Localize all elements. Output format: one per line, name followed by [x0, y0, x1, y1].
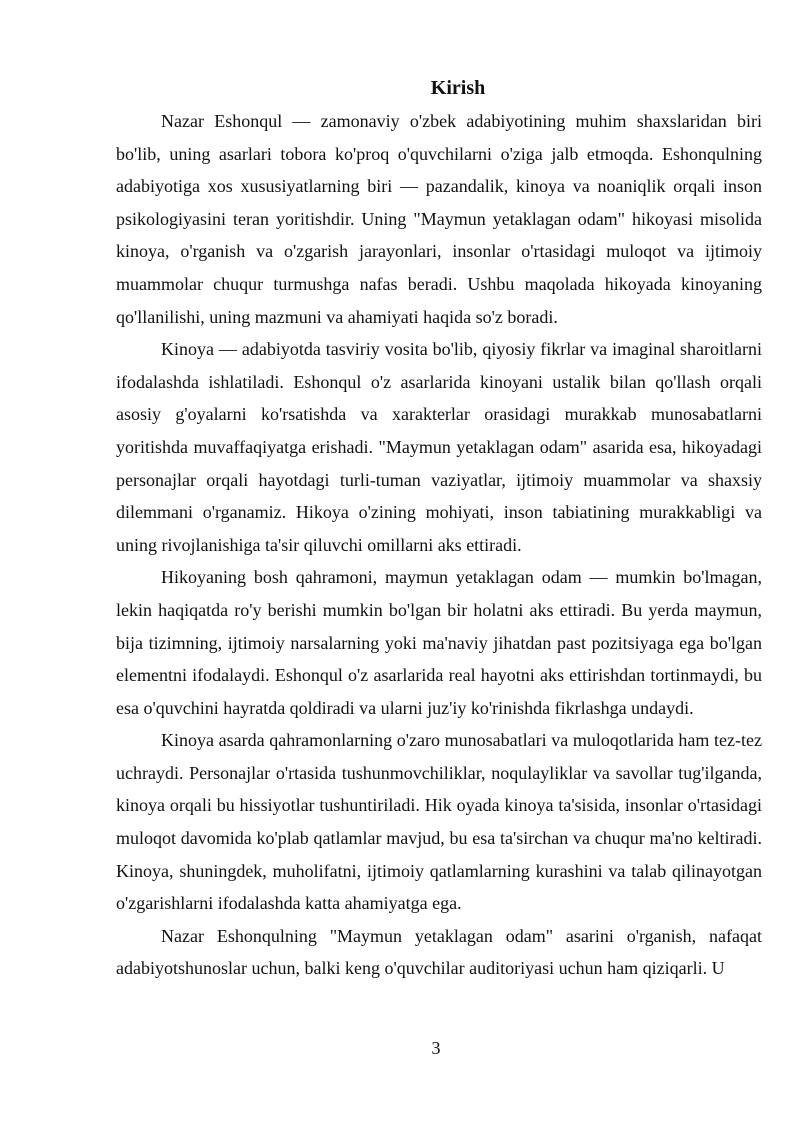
paragraph-5: Nazar Eshonqulning "Maymun yetaklagan odam" asarini o'rganish, nafaqat adabiyotshunoslar uchun, balki keng o'quvchilar auditoriyasi uchun ham qiziqarli. U	[116, 925, 762, 979]
paragraph-3: Hikoyaning bosh qahramoni, maymun yetaklagan odam — mumkin bo'lmagan, lekin haqiqatda ro'y berishi mumkin bo'lgan bir holatni aks ettiradi. Bu yerda maymun, bija tizimning, ijtimoiy narsalarning yoki ma'naviy jihatdan past pozitsiyaga ega bo'lgan elementni ifodalaydi. Eshonqul o'z asarlarida real hayotni aks ettirishdan tortinmaydi, bu esa o'quvchini hayratda qoldiradi va ularni juz'iy ko'rinishda fikrlashga undaydi.	[116, 567, 762, 718]
page-title: Kirish	[430, 77, 486, 99]
page-number: 3	[431, 1038, 441, 1058]
paragraph-1: Nazar Eshonqul — zamonaviy o'zbek adabiyotining muhim shaxslaridan biri bo'lib, uning asarlari tobora ko'proq o'quvchilarni o'ziga jalb etmoqda. Eshonqulning adabiyotiga xos xususiyatlarning biri — pazandalik, kinoya va noaniqlik orqali inson psikologiyasini teran yoritishdir. Uning "Maymun yetaklagan odam" hikoyasi misolida kinoya, o'rganish va o'zgarish jarayonlari, insonlar o'rtasidagi muloqot va ijtimoiy muammolar chuqur turmushga nafas beradi. Ushbu maqolada hikoyada kinoyaning qo'llanilishi, uning mazmuni va ahamiyati haqida so'z boradi.	[116, 111, 762, 327]
paragraph-2: Kinoya — adabiyotda tasviriy vosita bo'lib, qiyosiy fikrlar va imaginal sharoitlarni ifodalashda ishlatiladi. Eshonqul o'z asarlarida kinoyani ustalik bilan qo'llash orqali asosiy g'oyalarni ko'rsatishda va xarakterlar orasidagi murakkab munosabatlarni yoritishda muvaffaqiyatga erishadi. "Maymun yetaklagan odam" asarida esa, hikoyadagi personajlar orqali hayotdagi turli-tuman vaziyatlar, ijtimoiy muammolar va shaxsiy dilemmani o'rganamiz. Hikoya o'zining mohiyati, inson tabiatining murakkabligi va uning rivojlanishiga ta'sir qiluvchi omillarni aks ettiradi.	[116, 339, 762, 555]
paragraph-4: Kinoya asarda qahramonlarning o'zaro munosabatlari va muloqotlarida ham tez-tez uchraydi. Personajlar o'rtasida tushunmovchiliklar, noqulayliklar va savollar tug'ilganda, kinoya orqali bu hissiyotlar tushuntiriladi. Hik oyada kinoya ta'sisida, insonlar o'rtasidagi muloqot davomida ko'plab qatlamlar mavjud, bu esa ta'sirchan va chuqur ma'no keltiradi. Kinoya, shuningdek, muholifatni, ijtimoiy qatlamlarning kurashini va talab qilinayotgan o'zgarishlarni ifodalashda katta ahamiyatga ega.	[116, 730, 762, 914]
